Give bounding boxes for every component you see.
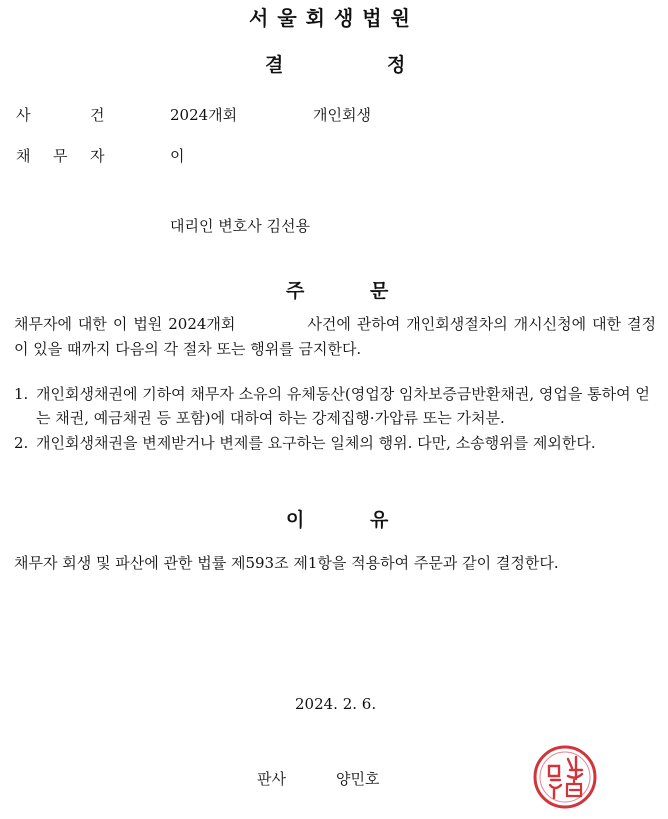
case-label-char-2: 건 — [90, 106, 105, 124]
order-item-text: 개인회생채권에 기하여 채무자 소유의 유체동산(영업장 임차보증금반환채권, 영업을 통하여 얻는 채권, 예금채권 등 포함)에 대하여 하는 강제집행·가압류 또는 가처분. — [36, 385, 650, 427]
court-seal-icon — [532, 744, 598, 810]
debtor-name: 이 — [170, 147, 185, 165]
case-label-char-1: 사 — [16, 106, 31, 124]
judge-name: 양민호 — [336, 770, 380, 788]
order-intro-part1: 채무자에 대한 이 법원 2024개회 — [14, 315, 236, 333]
court-name: 서울회생법원 — [249, 6, 419, 30]
reason-heading-right: 유 — [370, 509, 389, 531]
order-heading-left: 주 — [286, 280, 305, 302]
debtor-label-char-2: 무 — [53, 147, 68, 165]
reason-heading-left: 이 — [286, 509, 305, 531]
order-heading-right: 문 — [370, 280, 389, 302]
order-intro — [14, 312, 656, 362]
decision-date: 2024. 2. 6. — [295, 695, 377, 713]
debtor-label-char-1: 채 — [16, 147, 31, 165]
order-item-number: 1. — [14, 385, 29, 403]
judge-title: 판사 — [257, 770, 286, 788]
order-item-1 — [14, 382, 662, 430]
order-intro-part2: 사건에 관하여 개인회생절차의 개시신청에 대한 결정이 있을 때까지 다음의 각 절차 또는 행위를 금지한다. — [14, 315, 657, 358]
order-item-number: 2. — [14, 434, 29, 452]
doc-type-right: 정 — [387, 54, 406, 76]
case-name: 개인회생 — [313, 106, 371, 124]
case-number: 2024개회 — [170, 106, 238, 124]
doc-type-left: 결 — [265, 54, 284, 76]
reason-text: 채무자 회생 및 파산에 관한 법률 제593조 제1항을 적용하여 주문과 같이 결정한다. — [14, 554, 559, 572]
order-item-text: 개인회생채권을 변제받거나 변제를 요구하는 일체의 행위. 다만, 소송행위를 제외한다. — [36, 434, 596, 452]
debtor-agent: 대리인 변호사 김선용 — [170, 217, 310, 235]
debtor-label-char-3: 자 — [90, 147, 105, 165]
order-item-2 — [14, 431, 662, 455]
